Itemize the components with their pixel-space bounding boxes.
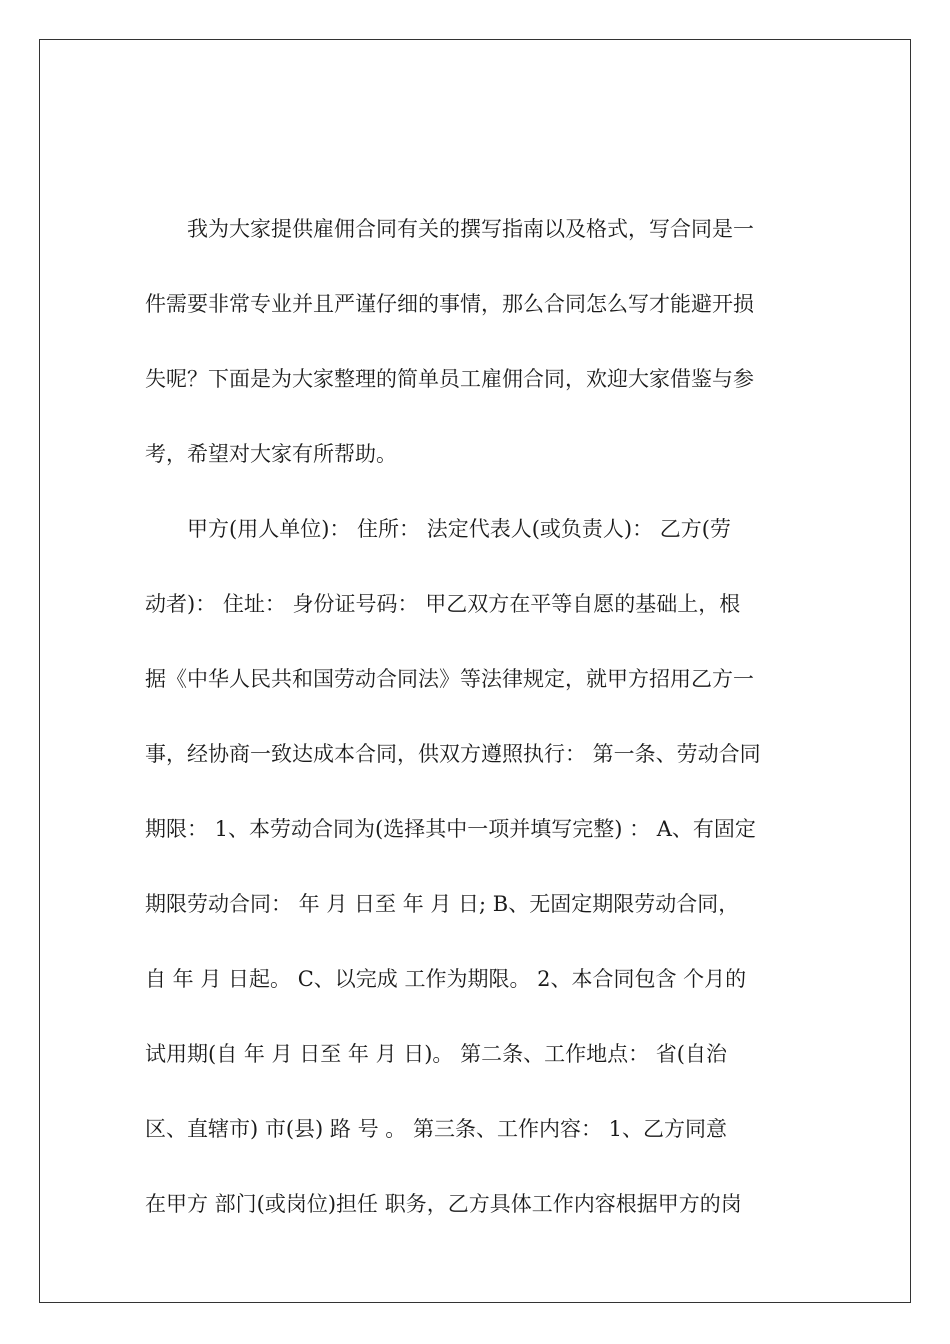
paragraph-2-line-9: 区、直辖市) 市(县) 路 号 。 第三条、工作内容： 1、乙方同意 — [145, 1117, 727, 1141]
paragraph-2-line-2: 动者)： 住址： 身份证号码： 甲乙双方在平等自愿的基础上，根 — [145, 592, 741, 616]
paragraph-1-line-3: 失呢？下面是为大家整理的简单员工雇佣合同，欢迎大家借鉴与参 — [145, 367, 754, 391]
paragraph-2-line-8: 试用期(自 年 月 日至 年 月 日)。 第二条、工作地点： 省(自治 — [145, 1042, 727, 1066]
paragraph-2-line-4: 事，经协商一致达成本合同，供双方遵照执行： 第一条、劳动合同 — [145, 742, 761, 766]
paragraph-1-line-4: 考，希望对大家有所帮助。 — [145, 442, 397, 466]
paragraph-1-line-2: 件需要非常专业并且严谨仔细的事情，那么合同怎么写才能避开损 — [145, 292, 754, 316]
paragraph-2-line-1: 甲方(用人单位)： 住所： 法定代表人(或负责人)： 乙方(劳 — [187, 517, 731, 541]
paragraph-2-line-6: 期限劳动合同： 年 月 日至 年 月 日; B、无固定期限劳动合同， — [145, 892, 740, 916]
paragraph-2-line-3: 据《中华人民共和国劳动合同法》等法律规定，就甲方招用乙方一 — [145, 667, 754, 691]
paragraph-2-line-5: 期限： 1、本劳动合同为(选择其中一项并填写完整) ： A、有固定 — [145, 817, 756, 841]
paragraph-2-line-7: 自 年 月 日起。 C、以完成 工作为期限。 2、本合同包含 个月的 — [145, 967, 747, 991]
paragraph-2-line-10: 在甲方 部门(或岗位)担任 职务，乙方具体工作内容根据甲方的岗 — [145, 1192, 742, 1216]
paragraph-1-line-1: 我为大家提供雇佣合同有关的撰写指南以及格式，写合同是一 — [187, 217, 754, 241]
document-body — [145, 192, 805, 1242]
